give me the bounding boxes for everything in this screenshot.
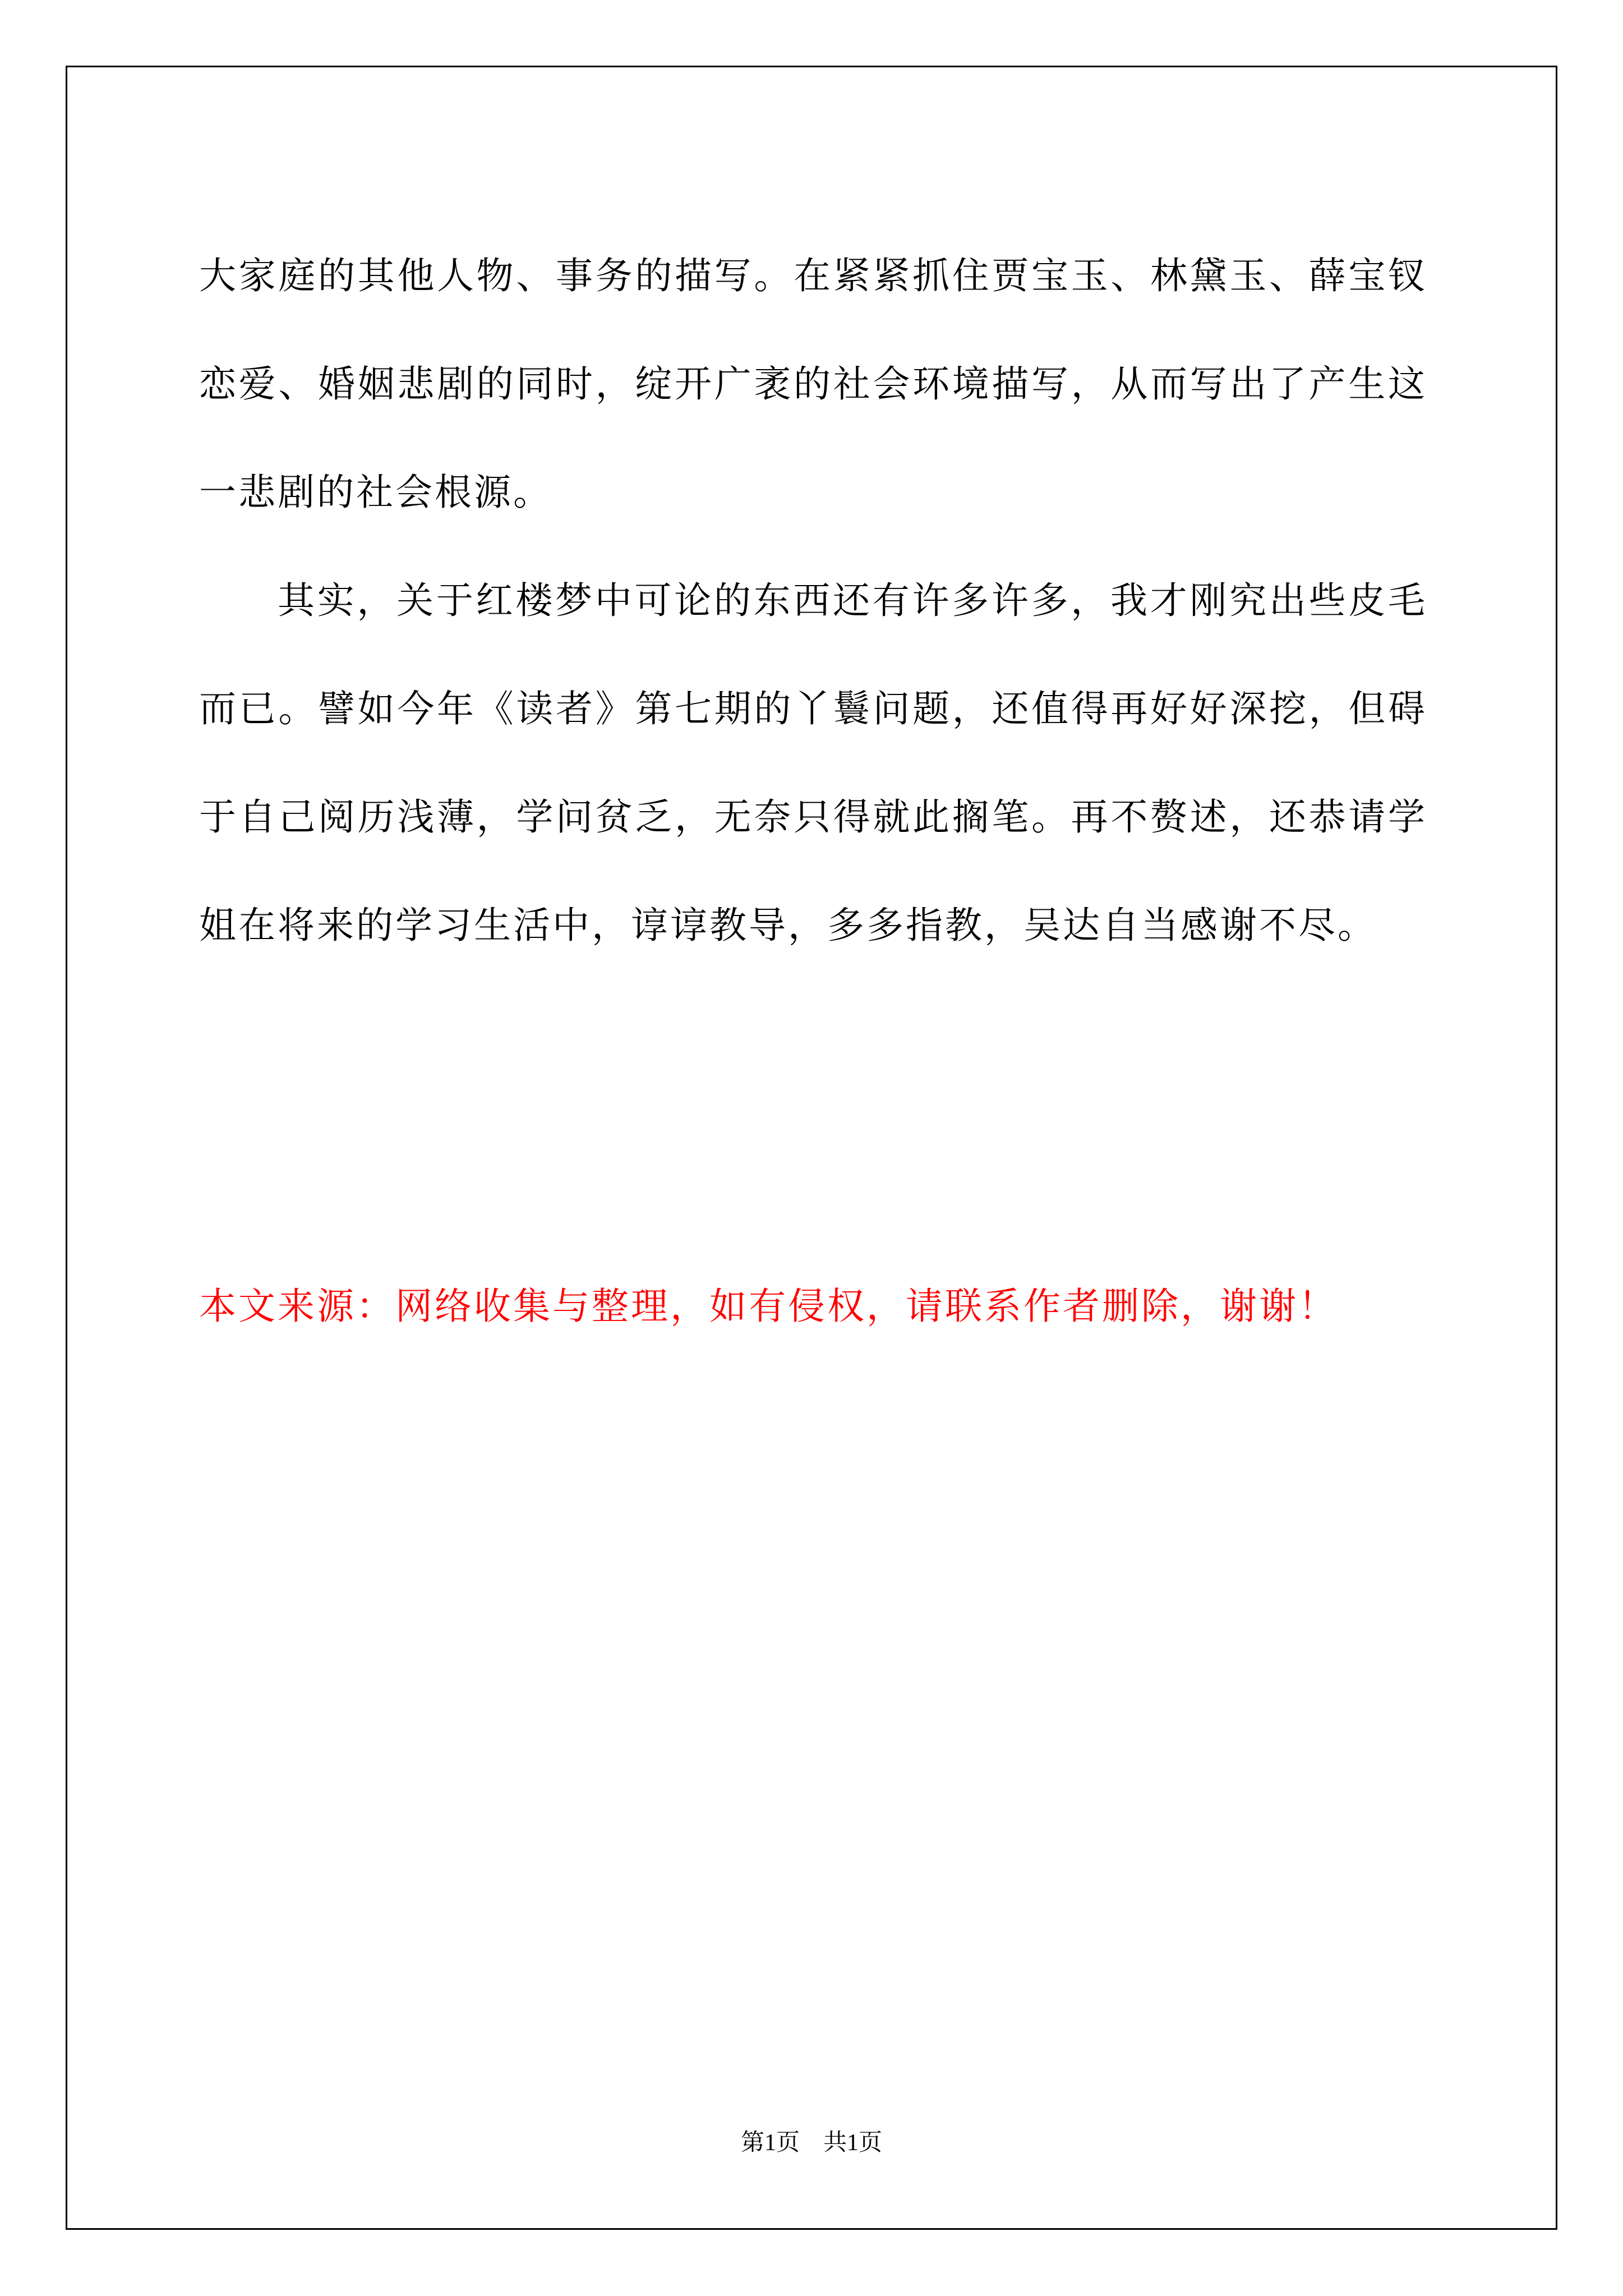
document-body bbox=[199, 222, 1427, 979]
source-note: 本文来源：网络收集与整理，如有侵权，请联系作者删除，谢谢！ bbox=[199, 1285, 1338, 1328]
paragraph-1: 大家庭的其他人物、事务的描写。在紧紧抓住贾宝玉、林黛玉、薛宝钗恋爱、婚姻悲剧的同时，绽开广袤的社会环境描写，从而写出了产生这一悲剧的社会根源。 bbox=[199, 254, 1427, 514]
page-footer: 第1页 共1页 bbox=[740, 2130, 882, 2156]
paragraph-2: 其实，关于红楼梦中可论的东西还有许多许多，我才刚究出些皮毛而已。譬如今年《读者》第七期的丫鬟问题，还值得再好好深挖，但碍于自己阅历浅薄，学问贫乏，无奈只得就此搁笔。再不赘述，还恭请学姐在将来的学习生活中，谆谆教导，多多指教，吴达自当感谢不尽。 bbox=[199, 579, 1427, 947]
